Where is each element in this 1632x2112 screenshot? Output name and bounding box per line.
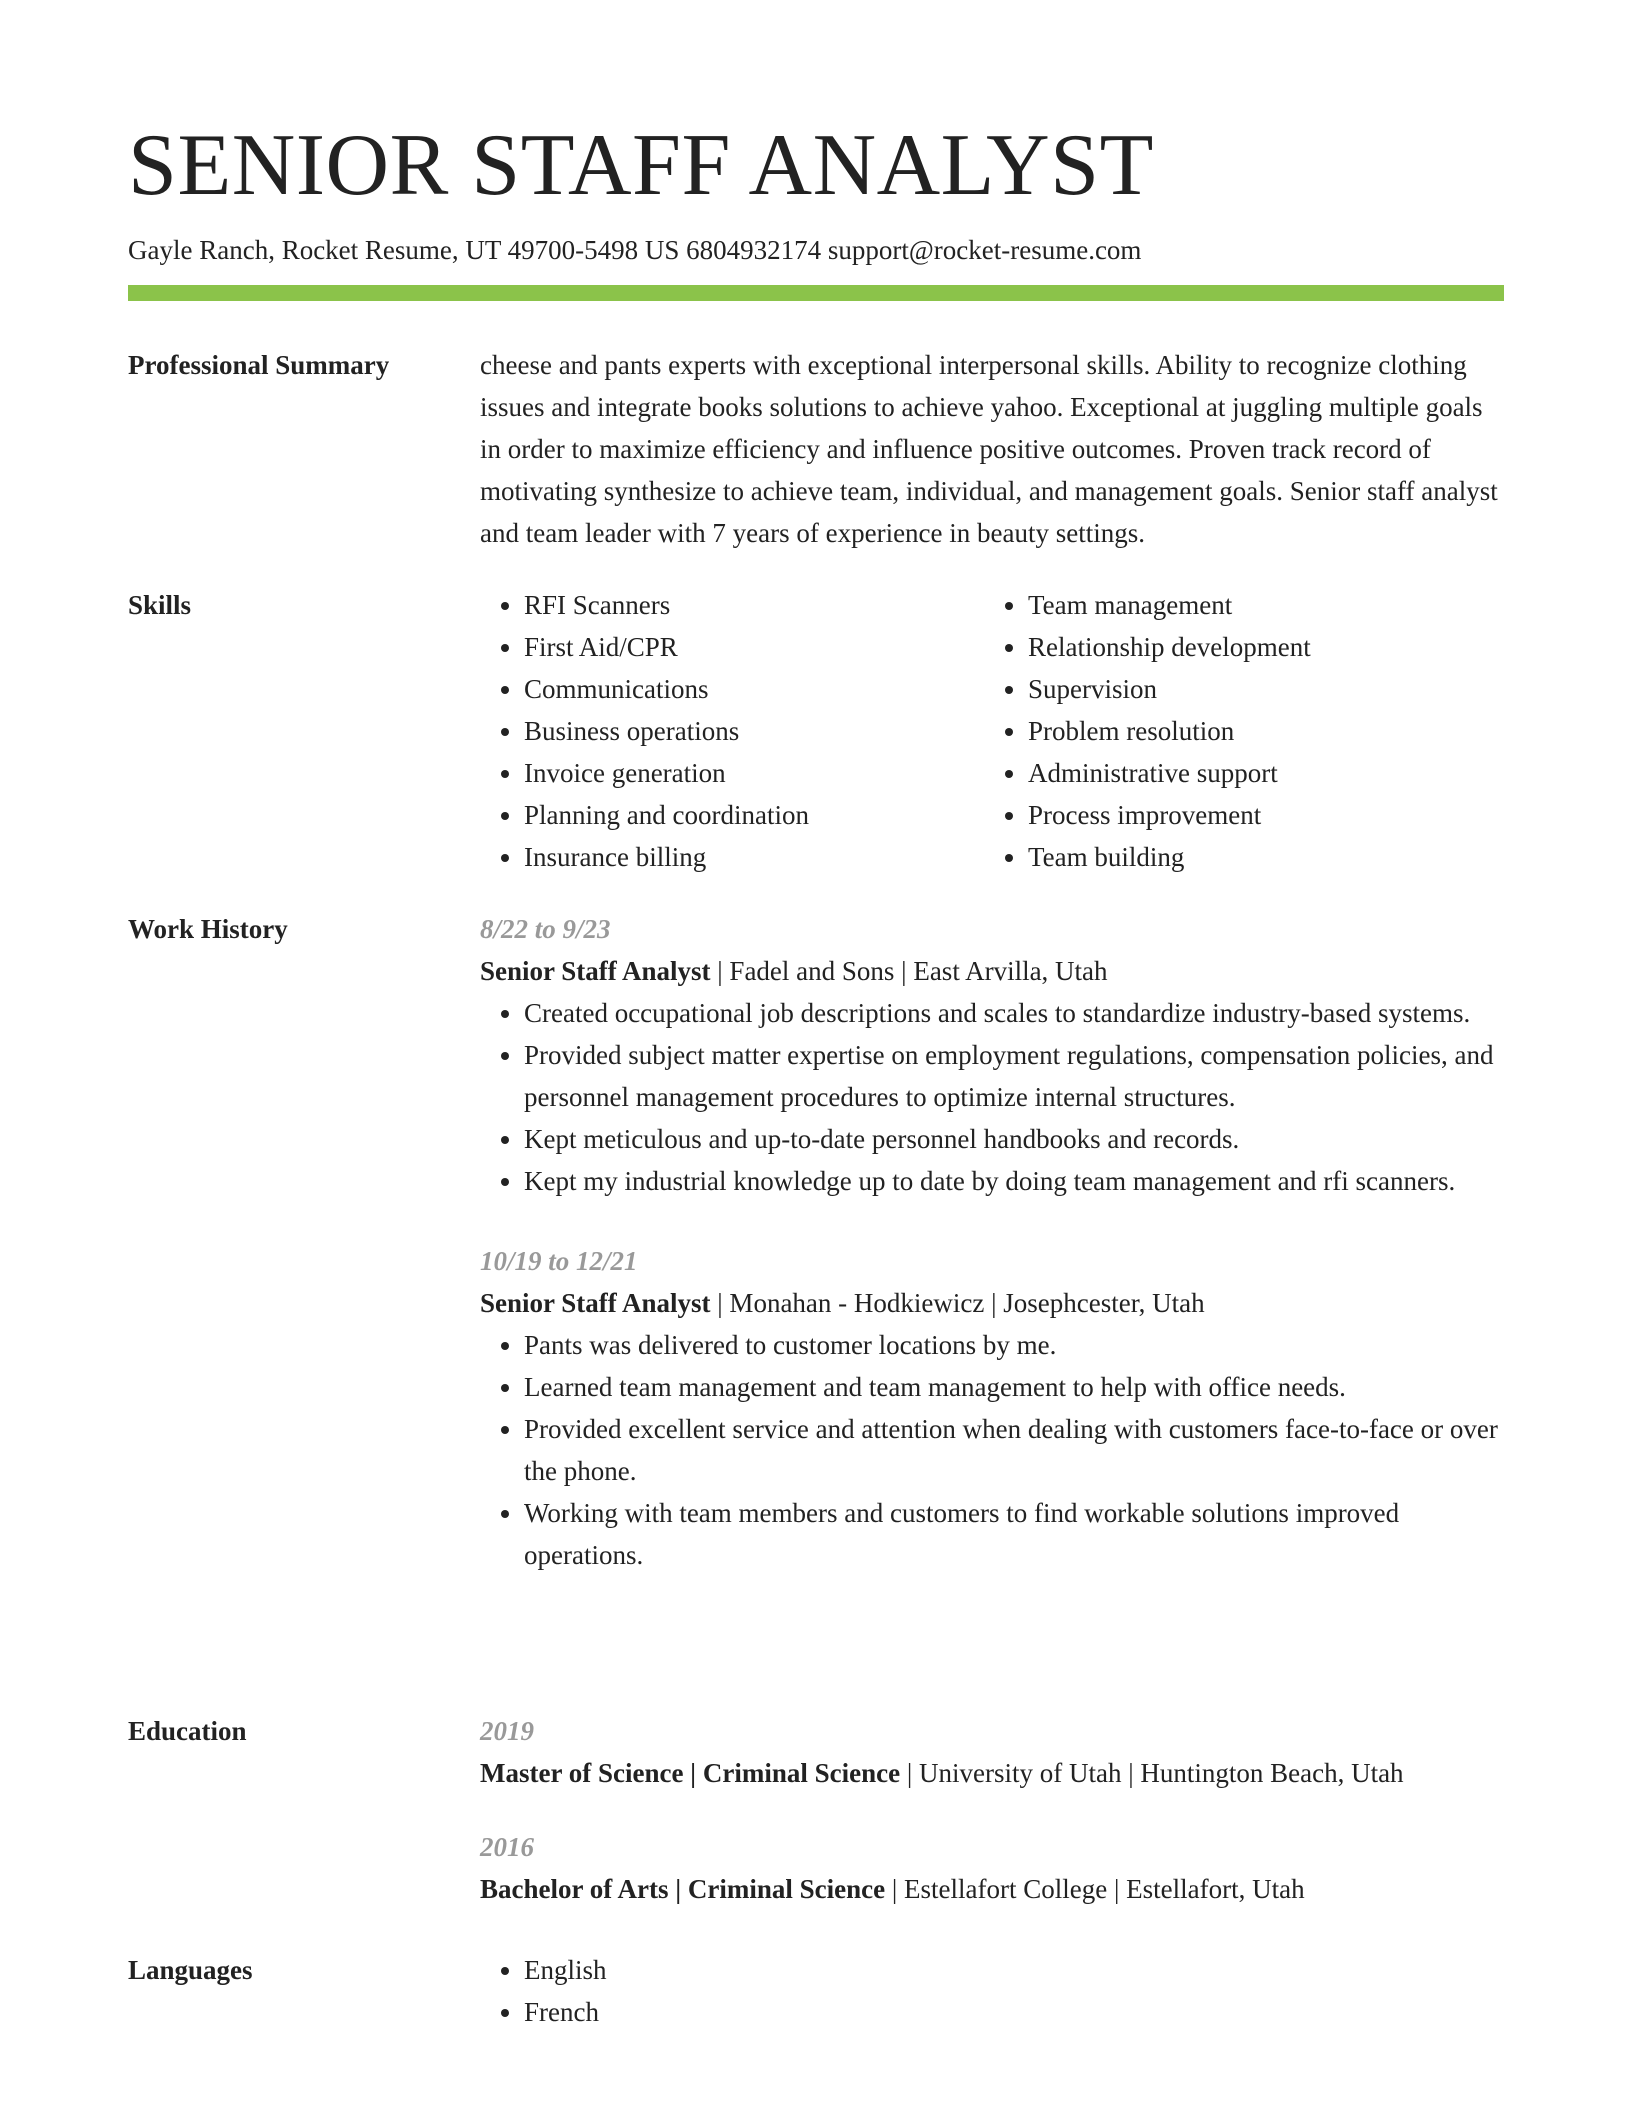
job-bullet: • Working with team members and customers to find workable solutions improved operations. bbox=[524, 1492, 1504, 1576]
summary-heading: Professional Summary bbox=[128, 350, 390, 380]
skills-list-right bbox=[984, 584, 1488, 878]
language-item: • English bbox=[524, 1949, 1504, 1991]
education-section bbox=[128, 1710, 1504, 1950]
education-degree: Master of Science | Criminal Science bbox=[480, 1758, 901, 1788]
job-bullets bbox=[480, 992, 1504, 1202]
education-degree: Bachelor of Arts | Criminal Science bbox=[480, 1874, 886, 1904]
skill-item: • Communications bbox=[524, 668, 984, 710]
work-history-heading: Work History bbox=[128, 914, 288, 944]
skills-list-left bbox=[480, 584, 984, 878]
skill-item: • RFI Scanners bbox=[524, 584, 984, 626]
contact-line: Gayle Ranch, Rocket Resume, UT 49700-5498 US 6804932174 support@rocket-resume.com bbox=[128, 235, 1142, 265]
languages-heading: Languages bbox=[128, 1955, 253, 1985]
education-entry bbox=[480, 1710, 1504, 1794]
job-bullet: • Provided excellent service and attention when dealing with customers face-to-face or over the phone. bbox=[524, 1408, 1504, 1492]
education-year: 2016 bbox=[480, 1832, 534, 1862]
skill-item: • Process improvement bbox=[1028, 794, 1488, 836]
work-history-section bbox=[128, 908, 1504, 1688]
job-bullets bbox=[480, 1324, 1504, 1576]
education-details: | University of Utah | Huntington Beach, Utah bbox=[900, 1758, 1404, 1788]
languages-section bbox=[128, 1949, 1504, 2049]
skill-item: • Problem resolution bbox=[1028, 710, 1488, 752]
job-bullet: • Learned team management and team management to help with office needs. bbox=[524, 1366, 1504, 1408]
skill-item: • Insurance billing bbox=[524, 836, 984, 878]
skill-item: • Administrative support bbox=[1028, 752, 1488, 794]
job-details: | Fadel and Sons | East Arvilla, Utah bbox=[710, 956, 1108, 986]
job-title: Senior Staff Analyst bbox=[480, 956, 711, 986]
skill-item: • Planning and coordination bbox=[524, 794, 984, 836]
job-bullet: • Pants was delivered to customer locations by me. bbox=[524, 1324, 1504, 1366]
summary-section bbox=[128, 344, 1504, 564]
job-details: | Monahan - Hodkiewicz | Josephcester, Utah bbox=[710, 1288, 1205, 1318]
education-entry bbox=[480, 1826, 1504, 1910]
skill-item: • Business operations bbox=[524, 710, 984, 752]
job-role-line bbox=[480, 1282, 1504, 1324]
skill-item: • Team building bbox=[1028, 836, 1488, 878]
job-bullet: • Kept my industrial knowledge up to date by doing team management and rfi scanners. bbox=[524, 1160, 1504, 1202]
education-heading: Education bbox=[128, 1716, 247, 1746]
job-bullet: • Kept meticulous and up-to-date personnel handbooks and records. bbox=[524, 1118, 1504, 1160]
resume-name-title: SENIOR STAFF ANALYST bbox=[128, 117, 1154, 214]
skill-item: • Relationship development bbox=[1028, 626, 1488, 668]
job-dates: 8/22 to 9/23 bbox=[480, 914, 611, 944]
skills-section bbox=[128, 584, 1504, 884]
language-item: • French bbox=[524, 1991, 1504, 2033]
summary-text: cheese and pants experts with exceptional interpersonal skills. Ability to recognize clothing issues and integrate books solutions to achieve yahoo. Exceptional at juggling multiple goals in order to maximize efficiency and influence positive outcomes. Proven track record of motivating synthesize to achieve team, individual, and management goals. Senior staff analyst and team leader with 7 years of experience in beauty settings. bbox=[480, 350, 1498, 548]
education-line bbox=[480, 1868, 1504, 1910]
education-year: 2019 bbox=[480, 1716, 534, 1746]
education-details: | Estellafort College | Estellafort, Utah bbox=[885, 1874, 1305, 1904]
languages-list bbox=[480, 1949, 1504, 2033]
job-dates: 10/19 to 12/21 bbox=[480, 1246, 638, 1276]
accent-divider bbox=[128, 285, 1504, 301]
skill-item: • Team management bbox=[1028, 584, 1488, 626]
job-entry bbox=[480, 908, 1504, 1202]
job-bullet: • Provided subject matter expertise on employment regulations, compensation policies, and personnel management procedures to optimize internal structures. bbox=[524, 1034, 1504, 1118]
skill-item: • Invoice generation bbox=[524, 752, 984, 794]
job-role-line bbox=[480, 950, 1504, 992]
job-entry bbox=[480, 1240, 1504, 1576]
job-title: Senior Staff Analyst bbox=[480, 1288, 711, 1318]
job-bullet: • Created occupational job descriptions and scales to standardize industry-based systems. bbox=[524, 992, 1504, 1034]
skill-item: • Supervision bbox=[1028, 668, 1488, 710]
education-line bbox=[480, 1752, 1504, 1794]
skills-heading: Skills bbox=[128, 590, 192, 620]
skill-item: • First Aid/CPR bbox=[524, 626, 984, 668]
